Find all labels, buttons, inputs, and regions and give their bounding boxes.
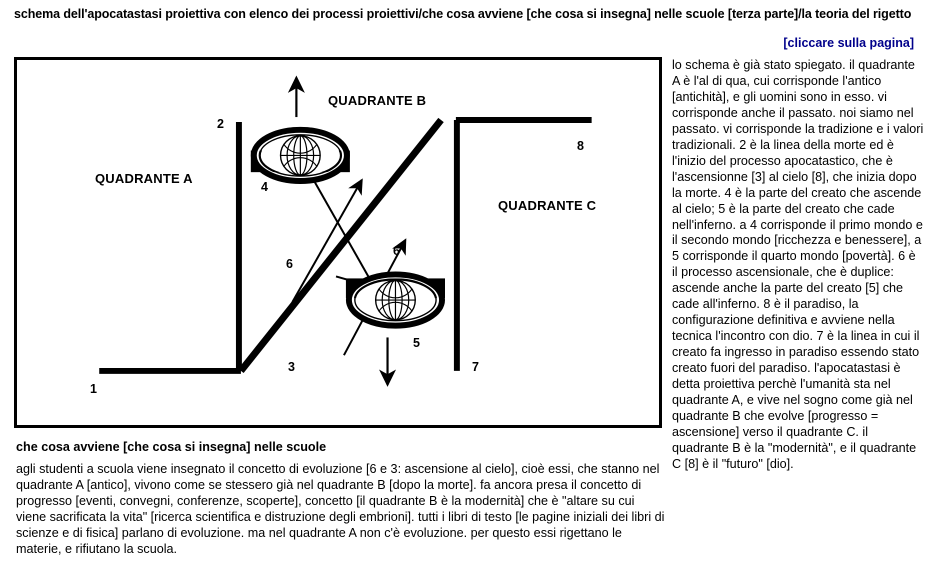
label-number-5: 5 xyxy=(413,336,420,350)
right-commentary-column xyxy=(672,58,924,473)
page-title: schema dell'apocatastasi proiettiva con elenco dei processi proiettivi/che cosa avviene [che cosa si insegna] nelle scuole [terza parte]/la teoria del rigetto xyxy=(14,7,912,21)
click-page-link[interactable]: [cliccare sulla pagina] xyxy=(783,36,914,50)
label-number-1: 1 xyxy=(90,382,97,396)
bottom-section-body xyxy=(16,462,668,558)
bottom-section-text: agli studenti a scuola viene insegnato il concetto di evoluzione [6 e 3: ascensione al cielo], cioè essi, che stanno nel quadrante A [antico], vivono come se stessero già nel quadrante B [dopo la morte]. fa ancora presa il concetto di progresso [eventi, convegni, conferenze, scoperte], concetto [il quadrante B è la modernità] che è "altare su cui viene sacrificata la vita" [ricerca scientifica e distruzione degli embrioni]. tutti i libri di testo [le pagine iniziali dei libri di scienze e di fisica] parlano di evoluzione. ma nel quadrante A non c'è evoluzione. per questo essi rigettano le materie, e rifiutano la scuola. xyxy=(16,462,665,556)
label-quadrante-b: QUADRANTE B xyxy=(328,93,427,108)
diagram-frame xyxy=(14,57,662,428)
label-number-2: 2 xyxy=(217,117,224,131)
label-quadrante-a: QUADRANTE A xyxy=(95,171,193,186)
label-number-6-left: 6 xyxy=(286,257,293,271)
label-quadrante-c: QUADRANTE C xyxy=(498,198,597,213)
globe-icon-top xyxy=(251,130,350,181)
page-header xyxy=(0,0,928,55)
label-number-3: 3 xyxy=(288,360,295,374)
right-commentary-text: lo schema è già stato spiegato. il quadrante A è l'al di qua, cui corrisponde l'antico [antichità], e gli uomini sono in esso. vi corrisponde anche il passato. noi siamo nel passato. vi corrisponde la tradizione e i valori tradizionali. 2 è la linea della morte ed è l'inizio del processo apocatastico, che è l'ascensionne [3] al cielo [8], che inizia dopo la morte. 4 è la parte del creato che ascende al cielo; 5 è la parte del creato che cade nell'inferno. a 4 corrisponde il primo mondo e il secondo mondo [ricchezza e benessere], a 5 corrisponde il quarto mondo [povertà]. 6 è il processo ascensionale, che è duplice: ascende anche la parte del creato [5] che cade all'inferno. 8 è il paradiso, la configurazione definitiva e avviene nella tecnica l'incontro con dio. 7 è la linea in cui il creato fa ingresso in paradiso essendo stato creato fuori del paradiso. l'apocatastasi è detta proiettiva perchè l'umanità sta nel quadrante A, e vive nel sogno come già nel quadrante B che evolve [progresso = ascensione] verso il quadrante C. il quadrante B è la "modernità", e il quadrante C [8] è il "futuro" [dio]. xyxy=(672,58,924,471)
apocatastasi-diagram xyxy=(17,60,659,425)
bottom-section-heading: che cosa avviene [che cosa si insegna] nelle scuole xyxy=(16,440,327,454)
label-number-4: 4 xyxy=(261,180,268,194)
label-number-8: 8 xyxy=(577,139,584,153)
connector-globe-top xyxy=(310,174,371,282)
label-number-7: 7 xyxy=(472,360,479,374)
globe-icon-bottom xyxy=(346,274,445,325)
label-number-6-right: 6 xyxy=(393,244,400,258)
